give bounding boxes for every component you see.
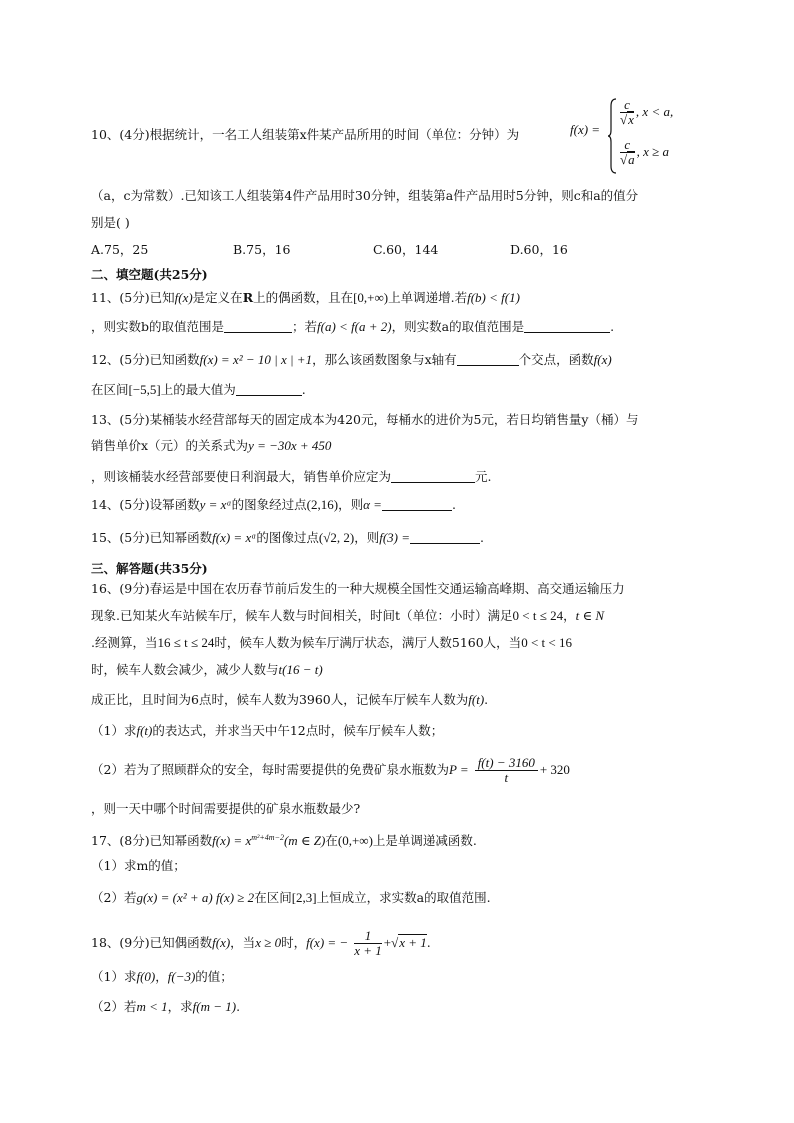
answer-blank[interactable]: [457, 353, 519, 366]
answer-blank[interactable]: [236, 383, 302, 396]
q10-options: [91, 241, 651, 259]
q16-line5: 成正比，且时间为6点时，候车人数为3960人，记候车厅候车人数为f(t).: [91, 692, 489, 707]
q13-line1: 13、(5分)某桶装水经营部每天的固定成本为420元，每桶水的进价为5元，若日均销售量y（桶）与: [91, 412, 639, 427]
answer-blank[interactable]: [524, 320, 610, 333]
q16-line4: 时，候车人数会减少，减少人数与t(16 − t): [91, 662, 323, 677]
q10-line3: 别是( ): [91, 215, 130, 230]
answer-blank[interactable]: [391, 470, 475, 483]
q10-line2: （a，c为常数）.已知该工人组装第4件产品用时30分钟，组装第a件产品用时5分钟，则c和a的值分: [91, 188, 639, 203]
q18-part2: （2）若m < 1，求f(m − 1).: [91, 999, 241, 1014]
q13-line2: 销售单价x（元）的关系式为y = −30x + 450: [91, 438, 332, 453]
q16-line1: 16、(9分)春运是中国在农历春节前后发生的一种大规模全国性交通运输高峰期、高交通运输压力: [91, 581, 625, 596]
option-d: D.60，16: [510, 242, 568, 257]
q16-water-fraction: $\frac{f(t) - 3160}{t}$: [475, 756, 538, 785]
option-b: B.75，16: [233, 242, 291, 257]
q18-line1: 18、(9分)已知偶函数f(x)，当x ≥ 0时，f(x) = − $\frac{1}{x + 1}$ +√x + 1.: [91, 928, 431, 958]
answer-blank[interactable]: [224, 320, 292, 333]
section-answer-heading: 三、解答题(共35分): [91, 561, 208, 576]
answer-blank[interactable]: [410, 531, 480, 544]
section-fill-in-heading: 二、填空题(共25分): [91, 267, 208, 282]
q16-line3: .经测算，当16 ≤ t ≤ 24时，候车人数为候车厅满厅状态，满厅人数5160人，当0 < t < 16: [91, 635, 572, 650]
q13-line3: ，则该桶装水经营部要使日利润最大，销售单价应定为 元.: [91, 469, 492, 484]
q10-case1: $\frac{c}{√x}$ , x < a,: [620, 97, 674, 127]
q16-part1: （1）求f(t)的表达式，并求当天中午12点时，候车厅候车人数；: [91, 723, 444, 738]
option-c: C.60，144: [373, 242, 439, 257]
q17-part1: （1）求m的值；: [91, 858, 186, 873]
q11-line2: ，则实数b的取值范围是 ；若f(a) < f(a + 2)，则实数a的取值范围是 .: [91, 319, 615, 334]
q16-line2: 现象.已知某火车站候车厅，候车人数与时间相关，时间t（单位：小时）满足0 < t ≤ 24，t ∈ N: [91, 608, 604, 623]
q10-fx: f(x) =: [570, 122, 601, 137]
q16-part2: （2）若为了照顾群众的安全，每时需要提供的免费矿泉水瓶数为P = $\frac{f(t) - 3160}{t}$ + 320: [91, 755, 570, 785]
q18-part1: （1）求f(0)，f(−3)的值；: [91, 969, 233, 984]
q16-line8: ，则一天中哪个时间需要提供的矿泉水瓶数最少?: [91, 801, 361, 816]
q14-line: 14、(5分)设幂函数y = xᵅ的图象经过点(2,16)，则α = .: [91, 497, 456, 512]
option-a: A.75，25: [91, 242, 149, 257]
q10-case2: $\frac{c}{√a}$ , x ≥ a: [620, 137, 670, 167]
answer-blank[interactable]: [382, 498, 452, 511]
q17-line1: 17、(8分)已知幂函数$f(x) = x^{m^2+4m-2}(m$ ∈ Z)在(0,+∞)上是单调递减函数.: [91, 833, 477, 849]
q15-line: 15、(5分)已知幂函数f(x) = xᵅ的图像过点(√2, 2)，则f(3) = .: [91, 530, 484, 545]
q11-line1: 11、(5分)已知f(x)是定义在R上的偶函数，且在[0,+∞)上单调递增.若f(b) < f(1): [91, 290, 520, 305]
q10-case2-frac: $\frac{c}{√a}$: [620, 137, 635, 167]
q12-line1: 12、(5分)已知函数f(x) = x² − 10 | x | +1，那么该函数图象与x轴有 个交点，函数f(x): [91, 352, 612, 367]
q10-line1: [91, 126, 519, 144]
q12-line2: 在区间[−5,5]上的最大值为 .: [91, 382, 306, 397]
q10-brace: [608, 98, 618, 174]
q10-case1-frac: $\frac{c}{√x}$: [620, 97, 634, 127]
q18-fraction: $\frac{1}{x + 1}$: [354, 928, 382, 958]
q17-part2: （2）若g(x) = (x² + a) f(x) ≥ 2在区间[2,3]上恒成立，求实数a的取值范围.: [91, 890, 491, 905]
q10-text: 10、(4分)根据统计，一名工人组装第x件某产品所用的时间（单位：分钟）为: [91, 127, 520, 142]
